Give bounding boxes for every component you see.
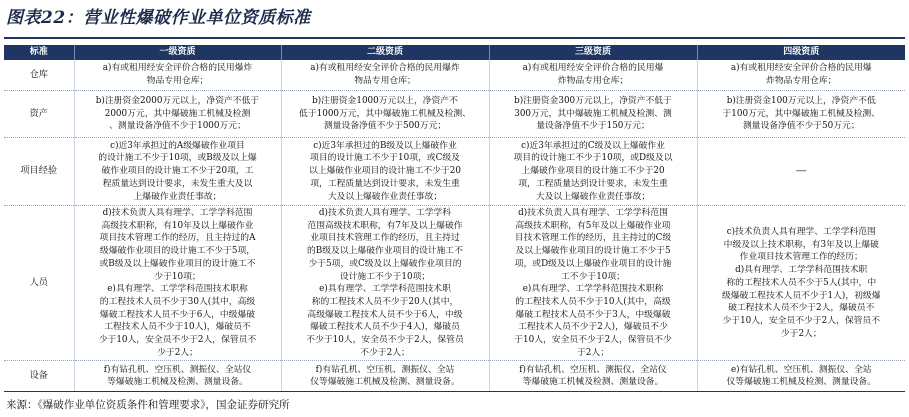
table-cell: — — [697, 138, 905, 206]
figure-title: 图表22：营业性爆破作业单位资质标准 — [6, 8, 311, 28]
table-cell: d)技术负责人具有理学、工学学科范围 高级技术职称，有5年及以上爆破作业项 目技术管理工作的经历，且主持过的C级 及以上爆破作业项目的设计施工不少于5 项，或D级及以上爆破作业项目的设计施 工不少于10项； e)具有理学、工学学科范围技术职称 的工程技术人员不少于10人(其中，高级 爆破工程技术人员不少于3人，中级爆破 工程技术人员不少于2人)，爆破员不少 于10人，安全员不少于2人，保管员不少 于2人； — [489, 206, 697, 361]
table-cell: c)近3年承担过的C级及以上爆破作业 项目的设计施工不少于10项，或D级及以 上爆破作业项目的设计施工不少于20 项，工程质量达到设计要求，未发生重 大及以上爆破作业责任事故； — [489, 138, 697, 206]
table-cell: b)注册资金2000万元以上，净资产不低于 2000万元，其中爆破施工机械及检测 、测量设备净值不少于1000万元； — [74, 91, 281, 138]
table-header-row — [4, 45, 905, 60]
row-label-experience: 项目经验 — [4, 138, 74, 206]
table-cell: a)有或租用经安全评价合格的民用爆炸 物品专用仓库； — [74, 60, 281, 91]
qualification-standards-table — [4, 45, 905, 392]
table-cell: c)近3年承担过的B级及以上爆破作业 项目的设计施工不少于10项，或C级及 以上爆破作业项目的设计施工不少于20 项，工程质量达到设计要求，未发生重 大及以上爆破作业责任事故； — [281, 138, 489, 206]
table-row — [4, 361, 905, 392]
table-cell: b)注册资金1000万元以上，净资产不 低于1000万元，其中爆破施工机械及检测、 测量设备净值不少于500万元； — [281, 91, 489, 138]
table-cell: a)有或租用经安全评价合格的民用爆 炸物品专用仓库； — [697, 60, 905, 91]
table-row — [4, 60, 905, 91]
source-note: 来源：《爆破作业单位资质条件和管理要求》，国金证券研究所 — [6, 399, 290, 411]
row-label-personnel: 人员 — [4, 206, 74, 361]
table-cell: b)注册资金100万元以上，净资产不低 于100万元，其中爆破施工机械及检测、 测量设备净值不少于50万元； — [697, 91, 905, 138]
table-row — [4, 91, 905, 138]
row-label-equipment: 设备 — [4, 361, 74, 392]
table-cell: c)技术负责人具有理学、工学学科范围 中级及以上技术职称，有3年及以上爆破 作业项目技术管理工作的经历； d)具有理学、工学学科范围技术职 称的工程技术人员不少于5人(其中，中 级爆破工程技术人员不少于1人)，初级爆 破工程技术人员不少于2人，爆破员不 少于10人，安全员不少于2人，保管员不 少于2人； — [697, 206, 905, 361]
row-label-capital: 资产 — [4, 91, 74, 138]
header-grade-3: 三级资质 — [489, 45, 697, 60]
table-cell: f)有钻孔机、空压机、测振仪、全站 仪等爆破施工机械及检测、测量设备。 — [281, 361, 489, 392]
table-cell: f)有钻孔机、空压机、测振仪、全站仪 等爆破施工机械及检测、测量设备。 — [489, 361, 697, 392]
table-cell: a)有或租用经安全评价合格的民用爆炸 物品专用仓库； — [281, 60, 489, 91]
table-cell: f)有钻孔机、空压机、测振仪、全站仪 等爆破施工机械及检测、测量设备。 — [74, 361, 281, 392]
header-standard: 标准 — [4, 45, 74, 60]
header-grade-1: 一级资质 — [74, 45, 281, 60]
table-row — [4, 138, 905, 206]
row-label-warehouse: 仓库 — [4, 60, 74, 91]
table-cell: a)有或租用经安全评价合格的民用爆 炸物品专用仓库； — [489, 60, 697, 91]
header-grade-4: 四级资质 — [697, 45, 905, 60]
table-cell: b)注册资金300万元以上，净资产不低于 300万元，其中爆破施工机械及检测、测 量设备净值不少于150万元； — [489, 91, 697, 138]
table-cell: c)近3年承担过的A级爆破作业项目 的设计施工不少于10项，或B级及以上爆 破作业项目的设计施工不少于20项，工 程质量达到设计要求，未发生重大及以 上爆破作业责任事故； — [74, 138, 281, 206]
table-cell: e)有钻孔机、空压机、测振仪、全站 仪等爆破施工机械及检测、测量设备。 — [697, 361, 905, 392]
table-cell: d)技术负责人具有理学、工学学科 范围高级技术职称，有7年及以上爆破作 业项目技术管理工作的经历，且主持过 的B级及以上爆破作业项目的设计施工不 少于5项，或C级及以上爆破作业项目的 设计施工不少于10项； e)具有理学、工学学科范围技术职 称的工程技术人员不少于20人(其中， 高级爆破工程技术人员不少于6人，中级 爆破工程技术人员不少于4人)，爆破员 不少于10人，安全员不少于2人，保管员 不少于2人； — [281, 206, 489, 361]
table-cell: d)技术负责人具有理学、工学学科范围 高级技术职称，有10年及以上爆破作业 项目技术管理工作的经历，且主持过的A 级爆破作业项目的设计施工不少于5项， 或B级及以上爆破作业项目的设计施工不 少于10项； e)具有理学、工学学科范围技术职称 的工程技术人员不少于30人(其中，高级 爆破工程技术人员不少于6人，中级爆破 工程技术人员不少于10人)，爆破员不 少于10人，安全员不少于2人，保管员不 少于2人； — [74, 206, 281, 361]
header-grade-2: 二级资质 — [281, 45, 489, 60]
table-row — [4, 206, 905, 361]
title-divider — [4, 37, 905, 39]
